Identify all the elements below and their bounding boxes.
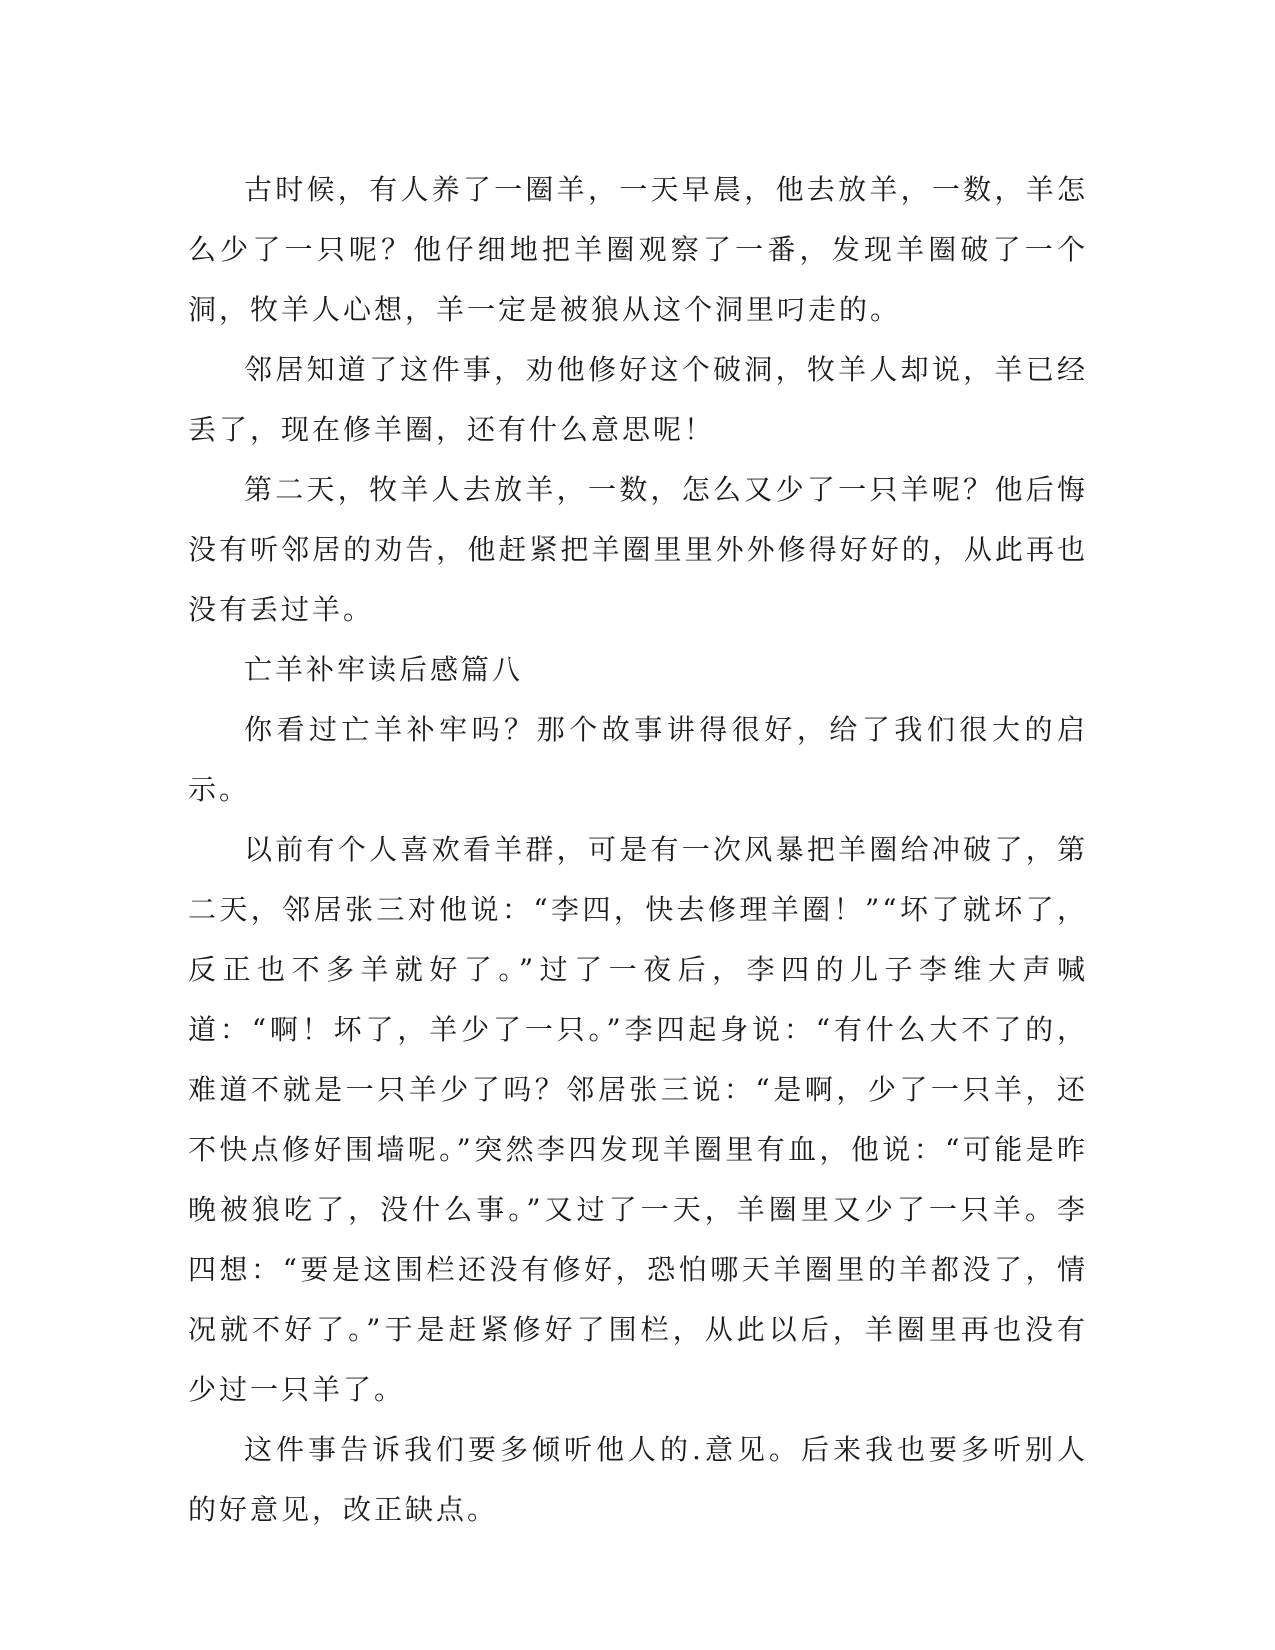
section-heading: 亡羊补牢读后感篇八 xyxy=(244,653,524,686)
paragraph-question: 你看过亡羊补牢吗？那个故事讲得很好，给了我们很大的启示。 xyxy=(188,713,1088,806)
document-body xyxy=(188,160,1088,1540)
paragraph-second-day: 第二天，牧羊人去放羊，一数，怎么又少了一只羊呢？他后悔没有听邻居的劝告，他赶紧把羊圈里里外外修得好好的，从此再也没有丢过羊。 xyxy=(188,473,1088,626)
paragraph-conclusion: 这件事告诉我们要多倾听他人的.意见。后来我也要多听别人的好意见，改正缺点。 xyxy=(188,1433,1088,1526)
paragraph-li-si-story: 以前有个人喜欢看羊群，可是有一次风暴把羊圈给冲破了，第二天，邻居张三对他说：“李四，快去修理羊圈！”“坏了就坏了，反正也不多羊就好了。”过了一夜后，李四的儿子李维大声喊道：“啊！坏了，羊少了一只。”李四起身说：“有什么大不了的，难道不就是一只羊少了吗？邻居张三说：“是啊，少了一只羊，还不快点修好围墙呢。”突然李四发现羊圈里有血，他说：“可能是昨晚被狼吃了，没什么事。”又过了一天，羊圈里又少了一只羊。李四想：“要是这围栏还没有修好，恐怕哪天羊圈里的羊都没了，情况就不好了。”于是赶紧修好了围栏，从此以后，羊圈里再也没有少过一只羊了。 xyxy=(188,833,1088,1406)
paragraph-story-intro: 古时候，有人养了一圈羊，一天早晨，他去放羊，一数，羊怎么少了一只呢？他仔细地把羊圈观察了一番，发现羊圈破了一个洞，牧羊人心想，羊一定是被狼从这个洞里叼走的。 xyxy=(188,173,1088,326)
paragraph-neighbor-advice: 邻居知道了这件事，劝他修好这个破洞，牧羊人却说，羊已经丢了，现在修羊圈，还有什么意思呢！ xyxy=(188,353,1088,446)
